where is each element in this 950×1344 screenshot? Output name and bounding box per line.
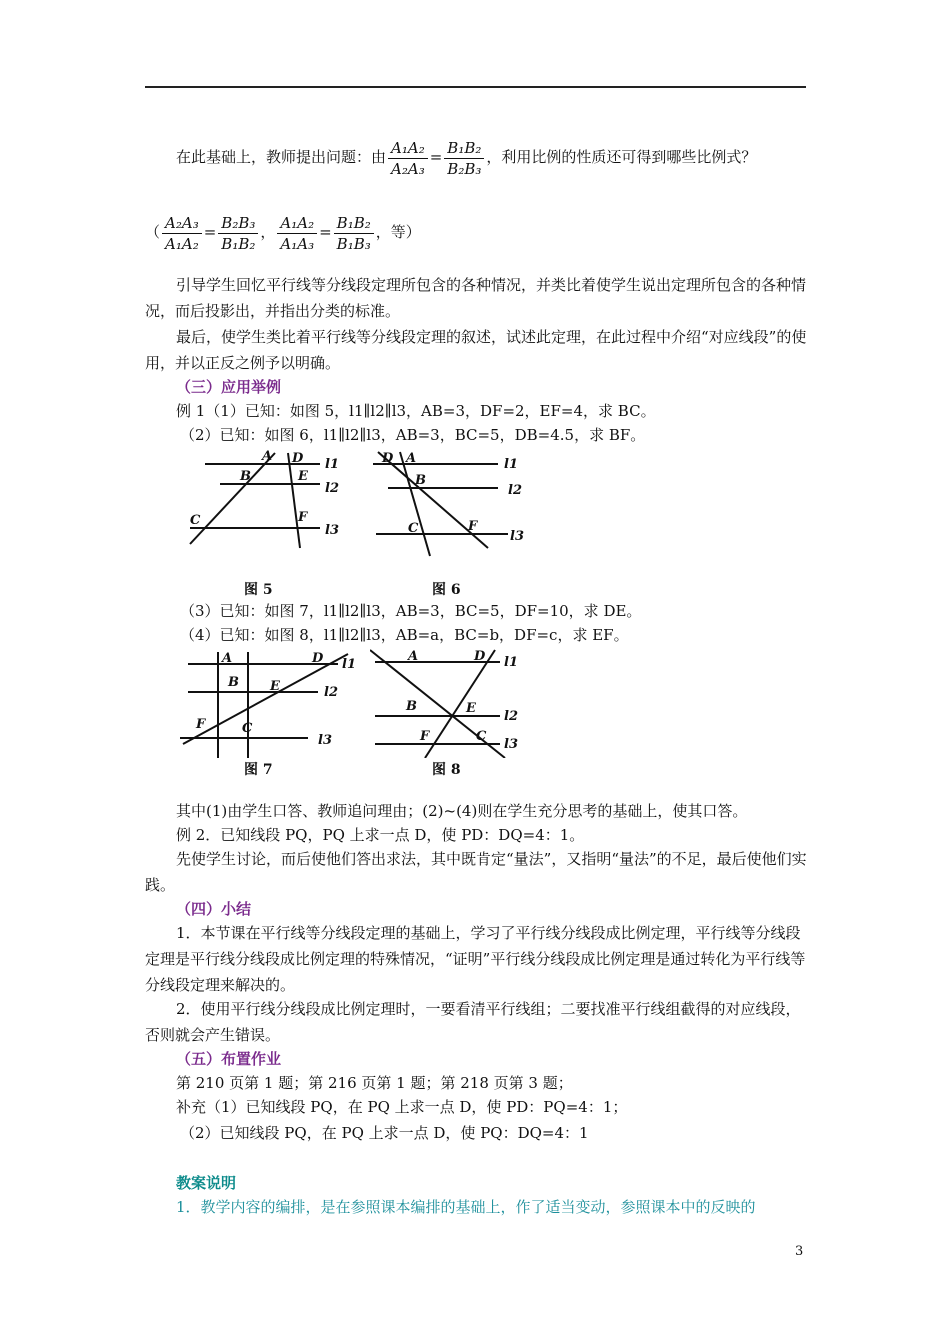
figure-7-drawing bbox=[178, 648, 358, 758]
section-heading-5: （五）布置作业 bbox=[176, 1050, 282, 1068]
guide-paragraph: 引导学生回忆平行线等分线段定理所包含的各种情况，并类比着使学生说出定理所包含的各种情况，而后投影出，并指出分类的标准。 bbox=[145, 276, 807, 320]
label-D: D bbox=[474, 649, 486, 664]
numerator: B₁B₂ bbox=[334, 213, 374, 234]
example-1-4: （4）已知：如图 8，l1∥l2∥l3，AB=a，BC=b，DF=c，求 EF。 bbox=[180, 626, 629, 644]
label-A: A bbox=[406, 451, 417, 466]
label-A: A bbox=[222, 651, 233, 666]
label-l3: l3 bbox=[510, 529, 524, 544]
label-l2: l2 bbox=[325, 481, 339, 496]
text: 在此基础上，教师提出问题：由 bbox=[176, 148, 387, 166]
homework-3: （2）已知线段 PQ，在 PQ 上求一点 D，使 PQ：DQ=4：1 bbox=[180, 1124, 589, 1142]
figure-6 bbox=[368, 448, 528, 558]
label-D: D bbox=[292, 451, 304, 466]
denominator: B₂B₃ bbox=[447, 159, 482, 178]
paren: （ bbox=[145, 223, 161, 241]
figure-5-drawing bbox=[180, 448, 350, 598]
numerator: A₁A₂ bbox=[388, 138, 428, 159]
homework-1: 第 210 页第 1 题；第 216 页第 1 题；第 218 页第 3 题； bbox=[176, 1074, 573, 1092]
figure-8-caption: 图 8 bbox=[432, 762, 461, 778]
separator: ， bbox=[260, 223, 276, 241]
numerator: B₁B₂ bbox=[444, 138, 484, 159]
figure-5-caption: 图 5 bbox=[244, 582, 273, 598]
figure-8-drawing bbox=[370, 648, 530, 758]
label-l3: l3 bbox=[325, 523, 339, 538]
label-l1: l1 bbox=[342, 657, 356, 672]
summary-2: 2．使用平行线分线段成比例定理时，一要看清平行线组；二要找准平行线组截得的对应线段，否则就会产生错误。 bbox=[145, 1000, 801, 1044]
last-paragraph: 最后，使学生类比着平行线等分线段定理的叙述，试述此定理，在此过程中介绍“对应线段”的使用，并以正反之例予以明确。 bbox=[145, 328, 807, 372]
fraction bbox=[388, 138, 428, 179]
label-l1: l1 bbox=[504, 457, 518, 472]
notes-heading: 教案说明 bbox=[176, 1174, 237, 1192]
example-1-1: 例 1（1）已知：如图 5，l1∥l2∥l3，AB=3，DF=2，EF=4，求 BC。 bbox=[176, 402, 656, 420]
fraction bbox=[277, 213, 317, 254]
equals: = bbox=[319, 223, 332, 241]
example-1-3: （3）已知：如图 7，l1∥l2∥l3，AB=3，BC=5，DF=10，求 DE。 bbox=[180, 602, 642, 620]
figure-8 bbox=[370, 648, 530, 758]
fraction bbox=[444, 138, 484, 179]
figure-6-caption: 图 6 bbox=[432, 582, 461, 598]
figure-7 bbox=[178, 648, 358, 758]
figure-7-caption: 图 7 bbox=[244, 762, 273, 778]
label-E: E bbox=[270, 679, 280, 694]
label-C: C bbox=[242, 721, 253, 736]
text: ，利用比例的性质还可得到哪些比例式？ bbox=[486, 148, 757, 166]
denominator: A₁A₃ bbox=[280, 234, 315, 253]
label-A: A bbox=[262, 449, 273, 464]
label-F: F bbox=[196, 717, 206, 732]
denominator: A₁A₂ bbox=[165, 234, 199, 253]
question-paragraph bbox=[176, 137, 806, 179]
equals: = bbox=[203, 223, 217, 241]
denominator: B₁B₃ bbox=[336, 234, 371, 253]
label-F: F bbox=[468, 519, 478, 534]
example-2: 例 2．已知线段 PQ，PQ 上求一点 D，使 PD：DQ=4：1。 bbox=[176, 826, 585, 844]
label-l1: l1 bbox=[325, 457, 339, 472]
label-D: D bbox=[312, 651, 324, 666]
label-B: B bbox=[415, 473, 426, 488]
denominator: A₂A₃ bbox=[391, 159, 425, 178]
label-B: B bbox=[406, 699, 417, 714]
section-heading-4: （四）小结 bbox=[176, 900, 252, 918]
ratio-list bbox=[145, 212, 807, 254]
numerator: A₂A₃ bbox=[162, 213, 202, 234]
label-D: D bbox=[382, 451, 394, 466]
summary-1: 1．本节课在平行线等分线段定理的基础上，学习了平行线分线段成比例定理，平行线等分线段定理是平行线分线段成比例定理的特殊情况，“证明”平行线分线段成比例定理是通过转化为平行线等分线段定理来解决的。 bbox=[145, 924, 806, 994]
label-B: B bbox=[240, 469, 251, 484]
label-B: B bbox=[228, 675, 239, 690]
discussion-paragraph: 其中(1)由学生口答、教师追问理由；(2)~(4)则在学生充分思考的基础上，使其口答。 bbox=[176, 802, 748, 820]
fraction bbox=[334, 213, 374, 254]
notes-paragraph-1: 1．教学内容的编排，是在参照课本编排的基础上，作了适当变动，参照课本中的反映的 bbox=[176, 1198, 756, 1216]
label-l3: l3 bbox=[318, 733, 332, 748]
label-E: E bbox=[298, 469, 308, 484]
example-1-2: （2）已知：如图 6，l1∥l2∥l3，AB=3，BC=5，DB=4.5，求 BF。 bbox=[180, 426, 646, 444]
label-C: C bbox=[190, 513, 201, 528]
label-l1: l1 bbox=[504, 655, 518, 670]
fraction bbox=[162, 213, 202, 254]
numerator: A₁A₂ bbox=[277, 213, 317, 234]
numerator: B₂B₃ bbox=[218, 213, 258, 234]
label-l3: l3 bbox=[504, 737, 518, 752]
label-E: E bbox=[466, 701, 476, 716]
fraction bbox=[218, 213, 258, 254]
label-l2: l2 bbox=[504, 709, 518, 724]
figure-5 bbox=[180, 448, 350, 598]
equals: = bbox=[429, 148, 443, 166]
label-l2: l2 bbox=[508, 483, 522, 498]
section-heading-3: （三）应用举例 bbox=[176, 378, 282, 396]
paren: ，等） bbox=[375, 223, 421, 241]
label-C: C bbox=[476, 729, 487, 744]
label-F: F bbox=[298, 510, 308, 525]
denominator: B₁B₂ bbox=[221, 234, 256, 253]
label-A: A bbox=[408, 649, 419, 664]
page-number: 3 bbox=[795, 1244, 804, 1259]
label-F: F bbox=[420, 729, 430, 744]
method-paragraph: 先使学生讨论，而后使他们答出求法，其中既肯定“量法”，又指明“量法”的不足，最后使他们实践。 bbox=[145, 850, 807, 894]
header-rule bbox=[145, 86, 806, 88]
label-l2: l2 bbox=[324, 685, 338, 700]
label-C: C bbox=[408, 521, 419, 536]
homework-2: 补充（1）已知线段 PQ，在 PQ 上求一点 D，使 PD：PQ=4：1； bbox=[176, 1098, 628, 1116]
figure-6-drawing bbox=[368, 448, 528, 558]
